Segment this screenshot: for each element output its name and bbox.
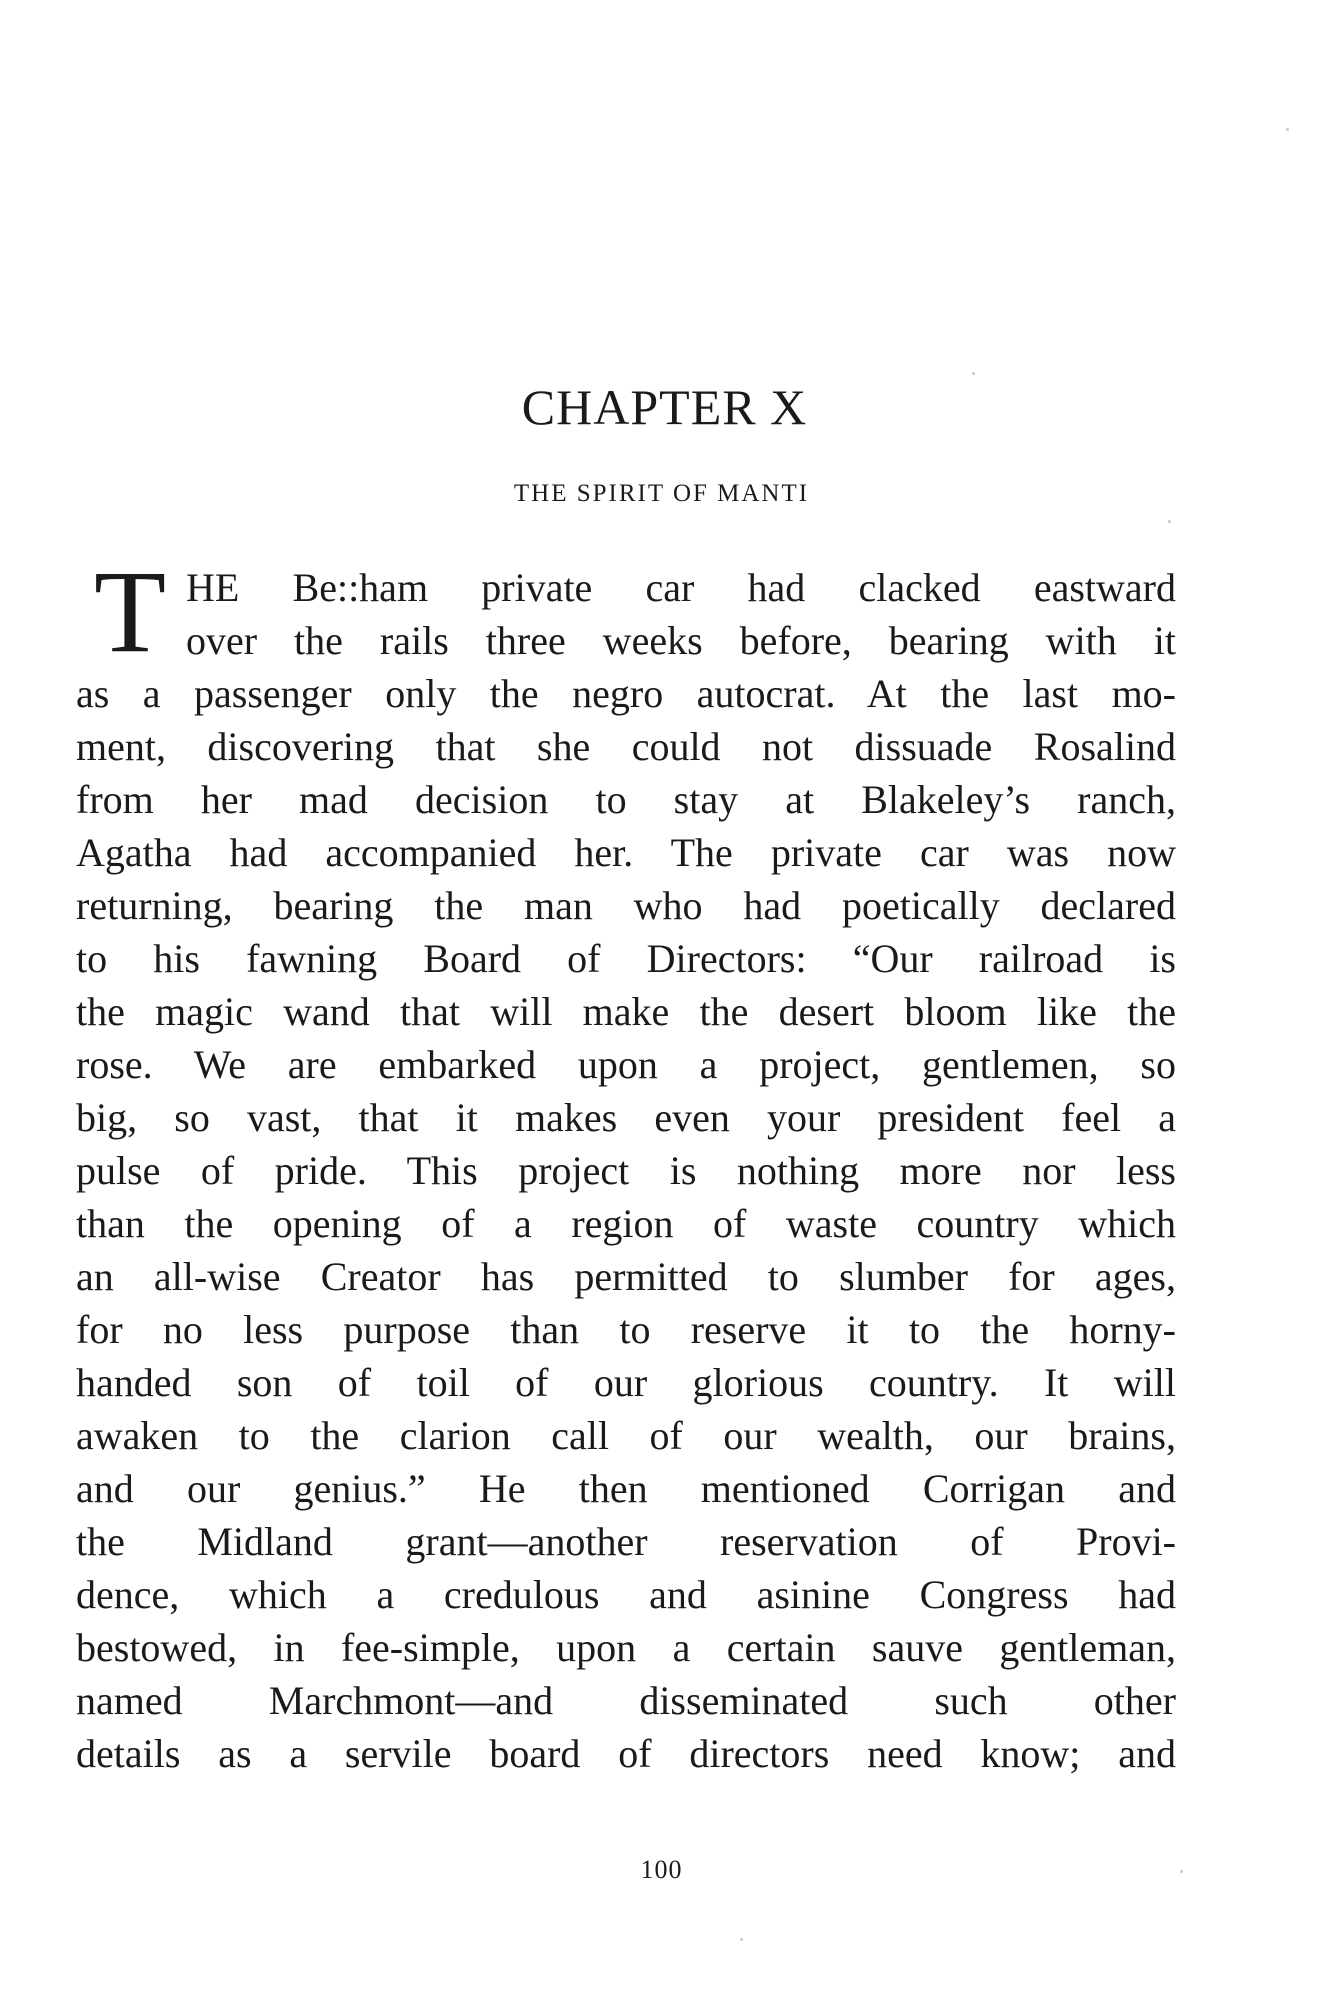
text-line: HE Be::ham private car had clacked eastward xyxy=(186,565,1176,610)
text-line: dence, which a credulous and asinine Congress had xyxy=(76,1572,1176,1617)
text-line: than the opening of a region of waste country which xyxy=(76,1201,1176,1246)
paper-speck xyxy=(1168,520,1171,523)
text-line: Agatha had accompanied her. The private car was now xyxy=(76,830,1176,875)
text-line: from her mad decision to stay at Blakeley’s ranch, xyxy=(76,777,1176,822)
paper-speck xyxy=(1180,1870,1183,1873)
text-line: over the rails three weeks before, bearing with it xyxy=(186,618,1176,663)
text-line: details as a servile board of directors need know; and xyxy=(76,1731,1176,1776)
text-line: ment, discovering that she could not dissuade Rosalind xyxy=(76,724,1176,769)
text-line: and our genius.” He then mentioned Corrigan and xyxy=(76,1466,1176,1511)
body-text xyxy=(76,561,1176,1780)
text-line: as a passenger only the negro autocrat. At the last mo- xyxy=(76,671,1176,716)
text-line: rose. We are embarked upon a project, gentlemen, so xyxy=(76,1042,1176,1087)
text-line: awaken to the clarion call of our wealth, our brains, xyxy=(76,1413,1176,1458)
text-line: named Marchmont—and disseminated such other xyxy=(76,1678,1176,1723)
text-line: to his fawning Board of Directors: “Our railroad is xyxy=(76,936,1176,981)
text-line: for no less purpose than to reserve it to the horny- xyxy=(76,1307,1176,1352)
paper-speck xyxy=(972,372,975,375)
paper-speck xyxy=(1286,128,1289,131)
chapter-title: CHAPTER X xyxy=(521,379,808,435)
page-number: 100 xyxy=(640,1855,683,1884)
text-line: the Midland grant—another reservation of Provi- xyxy=(76,1519,1176,1564)
text-line: pulse of pride. This project is nothing more nor less xyxy=(76,1148,1176,1193)
drop-cap: T xyxy=(93,562,167,672)
text-line: handed son of toil of our glorious country. It will xyxy=(76,1360,1176,1405)
text-line: an all-wise Creator has permitted to slumber for ages, xyxy=(76,1254,1176,1299)
chapter-subtitle: THE SPIRIT OF MANTI xyxy=(513,480,810,507)
text-line: bestowed, in fee-simple, upon a certain sauve gentleman, xyxy=(76,1625,1176,1670)
text-line: big, so vast, that it makes even your president feel a xyxy=(76,1095,1176,1140)
paper-speck xyxy=(740,1938,743,1941)
text-line: returning, bearing the man who had poetically declared xyxy=(76,883,1176,928)
text-line: the magic wand that will make the desert bloom like the xyxy=(76,989,1176,1034)
